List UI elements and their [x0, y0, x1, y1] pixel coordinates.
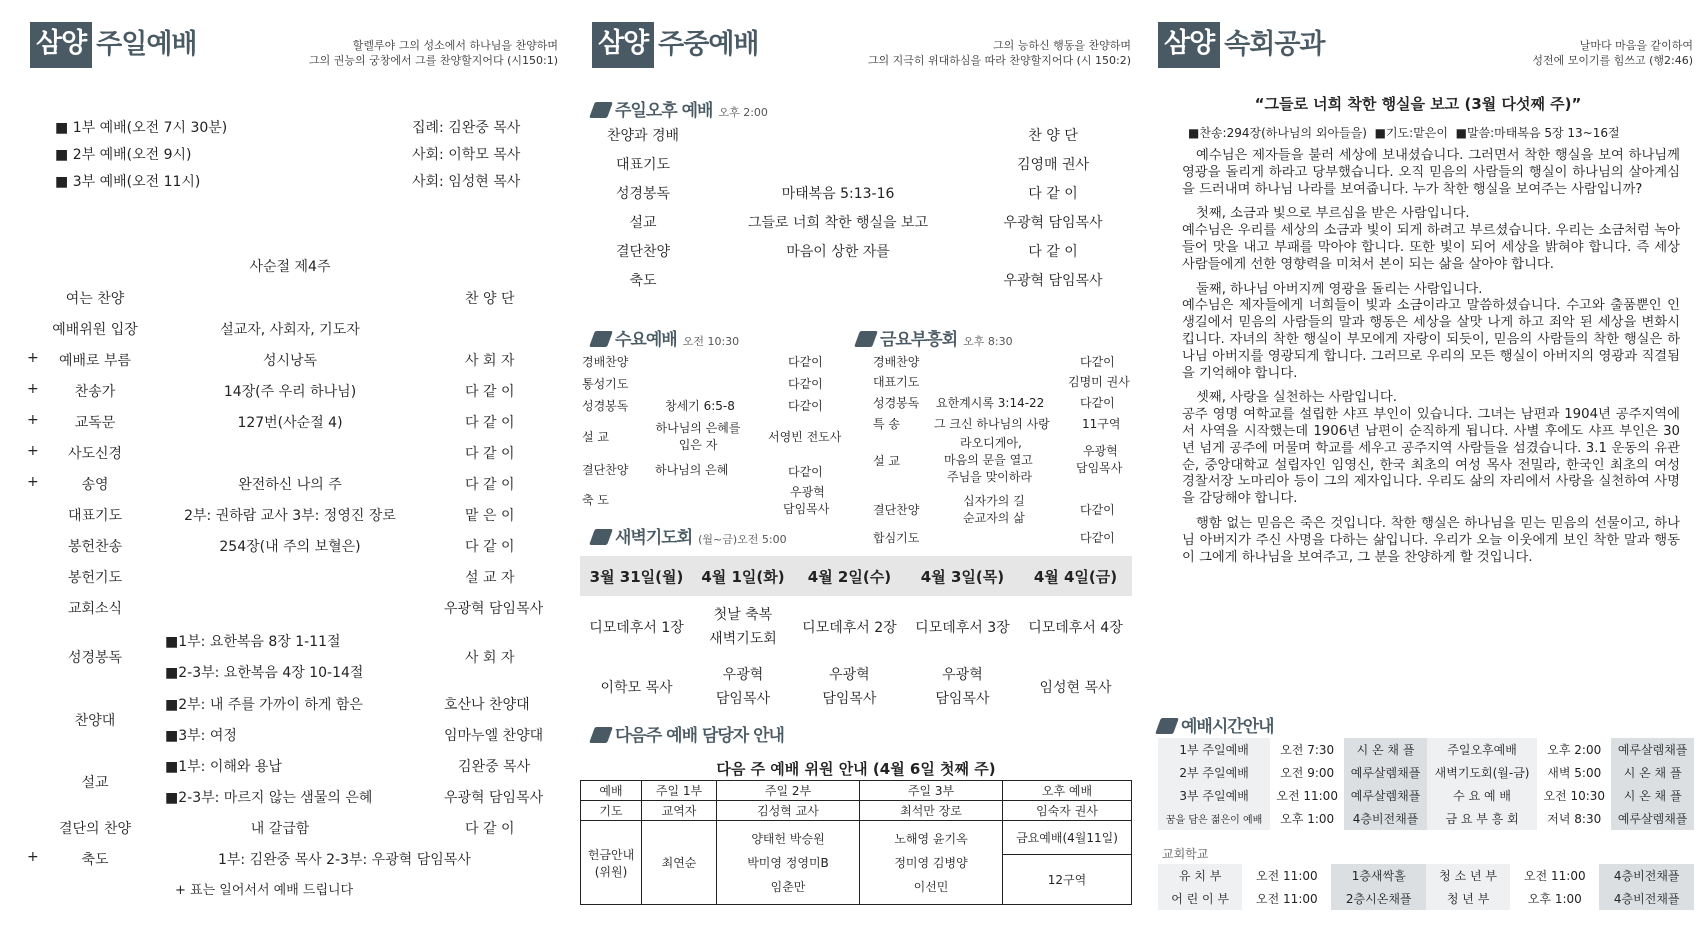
header-verse: 할렐루야 그의 성소에서 하나님을 찬양하며 그의 권능의 궁창에서 그를 찬양할지어다 (시150:1)	[308, 39, 558, 67]
next-head-cell: 주일 1부	[642, 781, 717, 801]
schedule-cell: 오전 9:00	[1280, 766, 1335, 780]
schedule-cell: 오후 1:00	[1280, 812, 1335, 826]
sunday-pm-header: 주일오후 예배 오후 2:00	[592, 96, 768, 121]
schedule-cell: 4층비전채플	[1599, 887, 1694, 910]
dawn-text: 디모데후서 3장	[915, 620, 1010, 636]
schedule-cell: 오후 1:00	[1527, 892, 1582, 906]
dawn-pastor: 이학모 목사	[600, 680, 673, 696]
order-name: 봉헌기도	[67, 570, 123, 586]
pm-name: 설교	[629, 215, 657, 231]
schedule-row	[1158, 784, 1694, 807]
next-head-cell: 오후 예배	[1003, 781, 1132, 801]
next-week-prayer-row	[581, 801, 1132, 821]
logo-title: 주일예배	[96, 29, 197, 60]
next-prayer-cell: 임숙자 권사	[1003, 801, 1132, 821]
logo-box: 삼양	[30, 22, 92, 68]
schedule-cell: 1부 주일예배	[1158, 738, 1270, 761]
order-name: 사도신경	[67, 446, 123, 462]
lesson-paragraph	[1182, 148, 1680, 198]
order-name: 송영	[81, 477, 109, 493]
order-who: 다 같 이	[465, 446, 515, 462]
schedule-row	[1158, 887, 1694, 910]
next-prayer-cell: 교역자	[642, 801, 717, 821]
paragraph-text: 예수님은 제자들에게 너희들이 빛과 소금이라고 말씀하셨습니다. 수고와 출품뿐인 인생길에서 믿음의 사람들의 말과 행동은 세상을 살맛 나게 하고 죄악 된 세상을 변화시킵니다. 자녀의 착한 행실이 부모에게 자랑이 되듯이, 믿음의 사람들의 착한 행실은 하나님 아버지를 영광되게 합니다. 그러므로 우리의 모든 행실이 아버지의 영광과 직결됨을 기억해야 합니다.	[1182, 298, 1680, 381]
schedule-cell: 2부 주일예배	[1158, 761, 1270, 784]
order-name: 교독문	[74, 415, 116, 431]
schedule-row	[1158, 761, 1694, 784]
schedule-cell: 예루살렘채플	[1611, 738, 1694, 761]
bless-name: 축도	[81, 852, 109, 868]
dawn-day: 3월 31일(월)	[580, 556, 693, 596]
scripture-who: 사 회 자	[465, 650, 515, 666]
schedule-cell: 오후 2:00	[1547, 743, 1602, 757]
lesson-meta: ■찬송:294장(하나님의 외아들을) ■기도:맡은이 ■말씀:마태복음 5장 13~16절	[1188, 126, 1620, 140]
schedule-cell: 오전 7:30	[1280, 743, 1335, 757]
cell-lesson-logo	[1158, 22, 1325, 68]
pm-who: 찬 양 단	[1028, 128, 1078, 144]
service-3: ■ 3부 예배(오전 11시)	[55, 174, 201, 190]
lesson-title: “그들로 너희 착한 행실을 보고 (3월 다섯째 주)”	[1254, 95, 1582, 113]
bless-mark: +	[27, 849, 39, 865]
dawn-texts-row	[580, 596, 1132, 658]
schedule-cell: 오전 11:00	[1276, 789, 1338, 803]
schedule-cell: 예루살렘채플	[1344, 784, 1427, 807]
schedule-cell: 오전 10:30	[1543, 789, 1606, 803]
choir-2: ■3부: 여정	[165, 728, 237, 744]
service-2-role: 사회: 이학모 목사	[412, 147, 521, 163]
church-school-table	[1158, 864, 1694, 910]
schedule-cell: 3부 주일예배	[1158, 784, 1270, 807]
section-icon	[854, 331, 878, 347]
schedule-cell: 어 린 이 부	[1158, 887, 1242, 910]
sermon-1: ■1부: 이해와 용납	[165, 759, 282, 775]
choir-name: 찬양대	[74, 713, 116, 729]
paragraph-text: 공주 영명 여학교를 설립한 샤프 부인이 있습니다. 그녀는 남편과 1904년 공주지역에서 사역을 시작했는데 1906년 남편이 순직하게 됩니다. 사별 후에도 샤프 부인은 30년 넘게 공주에 머물며 학교를 세우고 공주지역 사람들을 섬겼습니다. 3.1 운동의 유관순, 중앙대학교 설립자인 임영신, 한국 최초의 여성 목사 전밀라, 한국인 최초의 여성 경찰서장 노마리아 등이 그의 제자입니다. 우리도 삶의 자리에서 사랑을 실천하여 사명을 감당해야 합니다.	[1182, 407, 1680, 507]
next-week-offering-row: 헌금안내 (위원) 최연순 양태헌 박승원 박미영 정영미B 임춘만 노해영 윤기옥 정미영 김병양 이선민 금요예배(4월11일)	[581, 821, 1132, 855]
pm-name: 대표기도	[615, 157, 671, 173]
order-who: 다 같 이	[465, 477, 515, 493]
order-who: 다 같 이	[465, 539, 515, 555]
sermon-name: 설교	[81, 775, 109, 791]
order-content: 성시낭독	[262, 353, 318, 369]
dawn-days-row	[580, 556, 1132, 596]
lesson-body	[1182, 148, 1680, 574]
order-who: 다 같 이	[465, 415, 515, 431]
church-school-label: 교회학교	[1162, 847, 1209, 861]
logo-box: 삼양	[592, 22, 654, 68]
schedule-cell: 주일오후예배	[1427, 738, 1537, 761]
dawn-text: 디모데후서 2장	[802, 620, 897, 636]
order-content: 14장(주 우리 하나님)	[223, 384, 357, 400]
schedule-cell: 1층새싹홀	[1331, 864, 1426, 887]
resolve-name: 결단의 찬양	[58, 821, 132, 837]
order-content: 설교자, 사회자, 기도자	[220, 322, 360, 338]
logo-box: 삼양	[1158, 22, 1220, 68]
scripture-2: ■2-3부: 요한복음 4장 10-14절	[165, 665, 364, 681]
column-cell-lesson	[1140, 0, 1701, 945]
logo-title: 속회공과	[1224, 29, 1325, 60]
schedule-row	[1158, 738, 1694, 761]
order-mark: +	[27, 412, 39, 428]
schedule-cell: 수 요 예 배	[1427, 784, 1537, 807]
next-week-table: 예배 주일 1부 주일 2부 주일 3부 오후 예배 기도 교역자 김성혁 교사 최석만 장로 임숙자 권사 헌금안내 (위원) 최연순 양태헌 박승원 박미영 정영미B 임춘만 노해영 윤기옥 정미영 김병양 이선민 금요예배(4월11일) 12구역	[580, 780, 1132, 905]
order-mark: +	[27, 443, 39, 459]
schedule-cell: 4층비전채플	[1599, 864, 1694, 887]
pm-name: 찬양과 경배	[606, 128, 680, 144]
dawn-header: 새벽기도회 (월~금)오전 5:00	[592, 523, 787, 548]
dawn-pastor: 우광혁 담임목사	[935, 667, 990, 707]
sermon-2: ■2-3부: 마르지 않는 샘물의 은혜	[165, 790, 373, 806]
dawn-text: 디모데후서 4장	[1028, 620, 1123, 636]
pm-who: 다 같 이	[1028, 186, 1078, 202]
order-who: 다 같 이	[465, 384, 515, 400]
schedule-cell: 유 치 부	[1158, 864, 1242, 887]
section-icon	[589, 727, 613, 743]
column-weekday-worship: 삼양 주중예배 그의 능하신 행동을 찬양하며 그의 지극히 위대하심을 따라 찬양할지어다 (시 150:2) 주일오후 예배 오후 2:00 찬양과 경배 찬 양 단 대표기도 김영매 권사 성경봉독 마태복음 5:13-16 다 같 이 설교 그들로 너희 착한 행실을 보고 우광혁 담임목사 결단찬양 마음이 상한 자를 다 같 이 축도 우광혁 담임목사 수요예배 오전 10:30 금요부흥회 오후 8:30 경배찬양 다같이 통성기도 다같이 성경봉독 창세기 6:5-8 다같이 설 교 하나님의 은혜를 입은 자 서영빈 전도사 결단찬양 하나님의 은혜 다같이 축 도 우광혁 담임목사 경배찬양 다같이 대표기도 김명미 권사 성경봉독 요한계시록 3:14-22 다같이 특 송 그 크신 하나님의 사랑 11구역 라오디게아, 설 교 마음의 문을 열고 주님을 맞이하라 우광혁 담임목사 결단찬양 십자가의 길 순교자의 삶 다같이 합심기도 다같이 새벽기도회 (월~금)오전 5:00 3월 31일(월) 4월 1일(화) 4월 2일(수) 4월 3일(목) 4월 4일(금) 디모데후서 1장 첫날 축복 새벽기도회 디모데후서 2장 디모데후서 3장 디모데후서 4장 이학모 목사 우광혁 담임목사 우광혁 담임목사 우광혁 담임목사 임성현 목사 다음주 예배 담당자 안내 다음 주 예배 위원 안내 (4월 6일 첫째 주) 예배 주일 1부 주일 2부 주일 3부 오후 예배 기도 교역자 김성혁 교사 최석만 장로 임숙자 권사 헌금안내 (위원) 최연순 양태헌 박승원 박미영 정영미B 임춘만 노해영 윤기옥 정미영 김병양 이선민 금요예배(4월11일) 12구역	[568, 0, 1133, 945]
times-header: 예배시간안내	[1158, 712, 1274, 737]
bless-content: 1부: 김완중 목사 2-3부: 우광혁 담임목사	[218, 852, 471, 868]
standing-footnote: + 표는 일어서서 예배 드립니다	[175, 883, 354, 898]
order-mark: +	[27, 381, 39, 397]
pm-content: 그들로 너희 착한 행실을 보고	[747, 215, 929, 231]
header-verse: 날마다 마음을 같이하여 성전에 모이기를 힘쓰고 (행2:46)	[1532, 39, 1693, 67]
paragraph-heading: 첫째, 소금과 빛으로 부르심을 받은 사람입니다.	[1196, 206, 1470, 222]
service-3-role: 사회: 임성현 목사	[412, 174, 521, 190]
paragraph-text: 예수님은 우리를 세상의 소금과 빛이 되게 하려고 부르셨습니다. 우리는 소금처럼 녹아들어 맛을 내고 부패를 막아야 합니다. 또한 빛이 되어 세상을 밝혀야 합니다. 즉 세상 사람들에게 선한 영향력을 미쳐서 본이 되는 삶을 살아야 합니다.	[1182, 223, 1680, 272]
service-1: ■ 1부 예배(오전 7시 30분)	[55, 120, 228, 136]
section-icon	[1155, 718, 1179, 734]
sunday-worship-logo	[30, 22, 197, 68]
order-name: 예배로 부름	[58, 353, 132, 369]
order-mark: +	[27, 474, 39, 490]
lesson-paragraph	[1182, 282, 1680, 383]
order-name: 찬송가	[74, 384, 116, 400]
pm-name: 성경봉독	[615, 186, 671, 202]
next-prayer-cell: 기도	[581, 801, 642, 821]
dawn-day: 4월 2일(수)	[793, 556, 906, 596]
order-name: 봉헌찬송	[67, 539, 123, 555]
schedule-cell: 새벽 5:00	[1547, 766, 1602, 780]
pm-who: 다 같 이	[1028, 244, 1078, 260]
order-content: 127번(사순절 4)	[237, 415, 343, 431]
schedule-row	[1158, 807, 1694, 830]
schedule-cell: 오전 11:00	[1256, 869, 1318, 883]
next-prayer-cell: 최석만 장로	[860, 801, 1003, 821]
scripture-name: 성경봉독	[67, 650, 123, 666]
dawn-pastor: 우광혁 담임목사	[822, 667, 877, 707]
lesson-paragraph	[1182, 390, 1680, 508]
order-name: 예배위원 입장	[52, 322, 138, 338]
dawn-day: 4월 4일(금)	[1019, 556, 1132, 596]
schedule-cell: 시 온 채 플	[1344, 738, 1427, 761]
next-week-caption: 다음 주 예배 위원 안내 (4월 6일 첫째 주)	[716, 760, 996, 778]
scripture-1: ■1부: 요한복음 8장 1-11절	[165, 634, 341, 650]
service-times-table	[1158, 738, 1694, 830]
season-title: 사순절 제4주	[249, 259, 331, 275]
wed-header: 수요예배 오전 10:30	[592, 325, 739, 350]
lesson-paragraph	[1182, 516, 1680, 566]
sermon-2-who: 우광혁 담임목사	[444, 790, 544, 806]
schedule-cell: 오전 11:00	[1524, 869, 1586, 883]
column-sunday-worship	[0, 0, 560, 945]
pm-content: 마음이 상한 자를	[786, 244, 890, 260]
choir-1-who: 호산나 찬양대	[444, 697, 530, 713]
section-icon	[589, 331, 613, 347]
schedule-cell: 청 소 년 부	[1426, 864, 1510, 887]
pm-name: 축도	[629, 273, 657, 289]
order-content: 완전하신 나의 주	[238, 477, 342, 493]
schedule-cell: 금 요 부 흥 회	[1427, 807, 1537, 830]
order-content: 2부: 권하람 교사 3부: 정영진 장로	[184, 508, 396, 524]
section-icon	[589, 529, 613, 545]
dawn-prayer-table	[580, 556, 1132, 716]
dawn-text: 디모데후서 1장	[589, 620, 684, 636]
paragraph-heading: 셋째, 사랑을 실천하는 사람입니다.	[1196, 390, 1397, 406]
resolve-content: 내 갈급함	[250, 821, 310, 837]
choir-1: ■2부: 내 주를 가까이 하게 함은	[165, 697, 363, 713]
lesson-paragraph	[1182, 206, 1680, 273]
schedule-row	[1158, 864, 1694, 887]
schedule-cell: 청 년 부	[1426, 887, 1510, 910]
schedule-cell: 4층비전채플	[1344, 807, 1427, 830]
pm-name: 결단찬양	[615, 244, 671, 260]
schedule-cell: 2층시온채플	[1331, 887, 1426, 910]
order-mark: +	[27, 350, 39, 366]
header-verse: 그의 능하신 행동을 찬양하며 그의 지극히 위대하심을 따라 찬양할지어다 (시 150:2)	[867, 39, 1131, 67]
schedule-cell: 예루살렘채플	[1344, 761, 1427, 784]
order-name: 교회소식	[67, 601, 123, 617]
order-who: 찬 양 단	[465, 291, 515, 307]
dawn-day: 4월 1일(화)	[693, 556, 793, 596]
next-head-cell: 주일 2부	[717, 781, 860, 801]
paragraph-text: 예수님은 제자들을 불러 세상에 보내셨습니다. 그러면서 착한 행실을 보여 하나님께 영광을 돌리게 하라고 당부했습니다. 오직 믿음의 사람들의 행실이 하나님의 살아계심을 드러내며 하나님 나라를 보여줍니다. 누가 착한 행실을 보여주는 사람입니까?	[1182, 148, 1680, 197]
service-1-role: 집례: 김완중 목사	[412, 120, 521, 136]
section-icon	[589, 102, 613, 118]
sermon-1-who: 김완중 목사	[458, 759, 531, 775]
dawn-text: 첫날 축복 새벽기도회	[709, 607, 777, 647]
schedule-cell: 시 온 채 플	[1611, 784, 1694, 807]
dawn-pastor: 임성현 목사	[1039, 680, 1112, 696]
next-head-cell: 주일 3부	[860, 781, 1003, 801]
resolve-who: 다 같 이	[465, 821, 515, 837]
paragraph-text: 행함 없는 믿음은 죽은 것입니다. 착한 행실은 하나님을 믿는 믿음의 선물이고, 하나님 아버지가 주신 사명을 다하는 삶입니다. 우리가 오늘 이웃에게 보인 착한 말과 행동이 그에게 하나님을 보여주고, 그 분을 찬양하게 할 것입니다.	[1182, 515, 1680, 565]
next-prayer-cell: 김성혁 교사	[717, 801, 860, 821]
next-week-head-row	[581, 781, 1132, 801]
pm-who: 우광혁 담임목사	[1003, 215, 1103, 231]
service-2: ■ 2부 예배(오전 9시)	[55, 147, 192, 163]
schedule-cell: 꿈을 담은 젊은이 예배	[1158, 807, 1270, 830]
schedule-cell: 시 온 채 플	[1611, 761, 1694, 784]
weekday-worship-logo	[592, 22, 759, 68]
order-content: 254장(내 주의 보혈은)	[219, 539, 361, 555]
fri-header: 금요부흥회 오후 8:30	[857, 325, 1013, 350]
next-head-cell: 예배	[581, 781, 642, 801]
next-week-header: 다음주 예배 담당자 안내	[592, 721, 784, 746]
schedule-cell: 저녁 8:30	[1547, 812, 1602, 826]
order-name: 대표기도	[67, 508, 123, 524]
order-who: 설 교 자	[465, 570, 515, 586]
schedule-cell: 새벽기도회(월-금)	[1427, 761, 1537, 784]
choir-2-who: 임마누엘 찬양대	[444, 728, 544, 744]
order-who: 우광혁 담임목사	[444, 601, 544, 617]
order-name: 여는 찬양	[65, 291, 125, 307]
dawn-pastor: 우광혁 담임목사	[715, 667, 771, 707]
pm-who: 김영매 권사	[1016, 157, 1090, 173]
pm-content: 마태복음 5:13-16	[781, 186, 895, 202]
order-who: 맡 은 이	[465, 508, 515, 524]
dawn-day: 4월 3일(목)	[906, 556, 1019, 596]
logo-title: 주중예배	[658, 29, 759, 60]
schedule-cell: 예루살렘채플	[1611, 807, 1694, 830]
pm-who: 우광혁 담임목사	[1003, 273, 1103, 289]
order-who: 사 회 자	[465, 353, 515, 369]
paragraph-heading: 둘째, 하나님 아버지께 영광을 돌리는 사람입니다.	[1196, 281, 1483, 297]
dawn-pastors-row	[580, 658, 1132, 716]
schedule-cell: 오전 11:00	[1256, 892, 1318, 906]
